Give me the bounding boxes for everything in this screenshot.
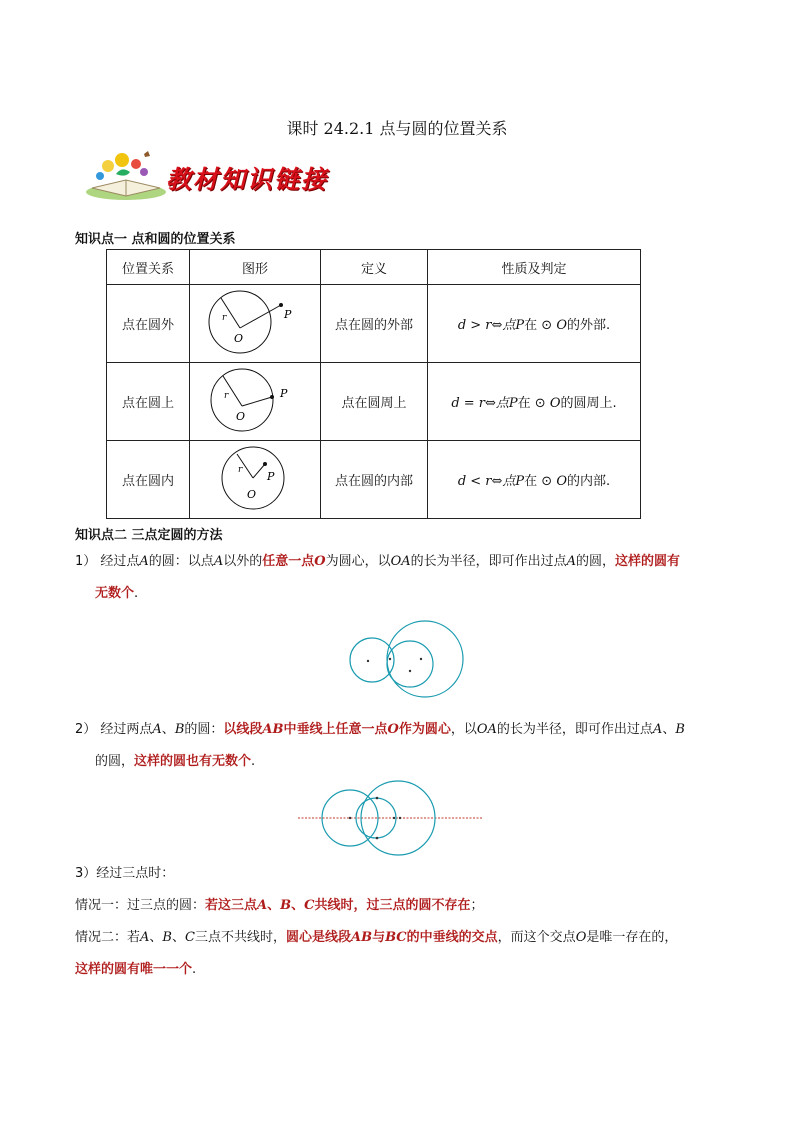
svg-text:O: O: [247, 487, 257, 501]
cell-figure: [190, 285, 321, 363]
cell-property: d < r⇔点P在 ⊙ O的内部.: [428, 441, 641, 519]
cell-definition: 点在圆的内部: [321, 441, 428, 519]
svg-text:O: O: [236, 409, 246, 423]
cell-position: 点在圆内: [107, 441, 190, 519]
cell-property: d > r⇔点P在 ⊙ O的外部.: [428, 285, 641, 363]
point-inside-circle-figure: [195, 442, 315, 514]
page-title: 课时 24.2.1 点与圆的位置关系: [286, 119, 508, 138]
point-outside-circle-figure: [195, 286, 315, 358]
svg-text:r: r: [238, 464, 243, 475]
svg-text:P: P: [267, 469, 275, 483]
position-relation-table: [106, 249, 641, 519]
cell-definition: 点在圆周上: [321, 363, 428, 441]
header-figure: 图形: [190, 250, 321, 285]
header-definition: 定义: [321, 250, 428, 285]
section-heading-2: 知识点二 三点定圆的方法: [75, 528, 223, 543]
svg-text:r: r: [224, 390, 229, 401]
cell-figure: [190, 441, 321, 519]
cell-position: 点在圆外: [107, 285, 190, 363]
paragraph-item-2: 2） 经过两点A、B的圆：以线段AB中垂线上任意一点O作为圆心，以OA的长为半径，即可作出过点A、B 的圆，这样的圆也有无数个.: [75, 722, 685, 769]
svg-text:O: O: [234, 331, 244, 345]
banner-title: 教材知识链接: [166, 165, 329, 194]
table-header-row: [107, 250, 641, 285]
paragraph-item-1: 1） 经过点A的圆：以点A以外的任意一点O为圆心，以OA的长为半径，即可作出过点A的圆，这样的圆有 无数个.: [75, 554, 681, 601]
svg-text:r: r: [222, 312, 227, 323]
svg-text:P: P: [284, 307, 292, 321]
section-heading-1: 知识点一 点和圆的位置关系: [75, 232, 236, 247]
circles-through-one-point-figure: [340, 612, 470, 702]
cell-property: d = r⇔点P在 ⊙ O的圆周上.: [428, 363, 641, 441]
cell-definition: 点在圆的外部: [321, 285, 428, 363]
cell-figure: [190, 363, 321, 441]
circles-through-two-points-figure: [296, 780, 486, 860]
cell-position: 点在圆上: [107, 363, 190, 441]
table-row: [107, 285, 641, 363]
point-on-circle-figure: [195, 364, 315, 436]
paragraph-case-1: 情况一：过三点的圆：若这三点A、B、C共线时，过三点的圆不存在；: [75, 898, 484, 913]
table-row: [107, 441, 641, 519]
header-position: 位置关系: [107, 250, 190, 285]
svg-text:P: P: [280, 386, 288, 400]
table-row: [107, 363, 641, 441]
paragraph-item-3-head: 3）经过三点时：: [75, 866, 175, 881]
header-property: 性质及判定: [428, 250, 641, 285]
paragraph-case-2: 情况二：若A、B、C三点不共线时，圆心是线段AB与BC的中垂线的交点，而这个交点O是唯一存在的， 这样的圆有唯一一个.: [75, 930, 678, 977]
